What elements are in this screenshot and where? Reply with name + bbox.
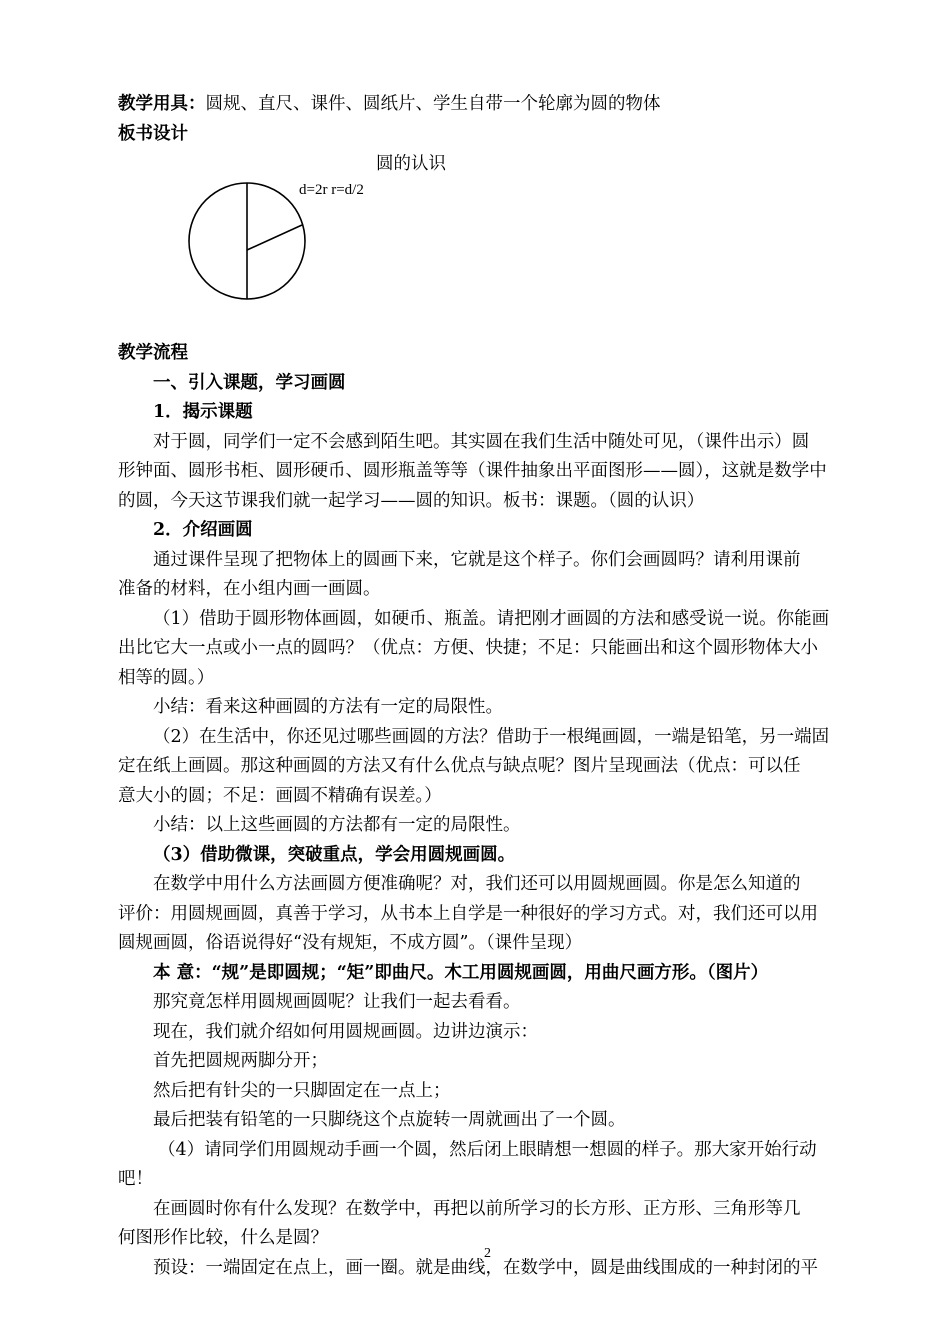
paragraph-line: （1）借助于圆形物体画圆，如硬币、瓶盖。请把刚才画圆的方法和感受说一说。你能画 <box>153 608 830 629</box>
board-design-heading: 板书设计 <box>118 123 188 144</box>
step-line-2: 然后把有针尖的一只脚固定在一点上； <box>153 1080 451 1101</box>
paragraph-line: 准备的材料，在小组内画一画圆。 <box>118 579 381 599</box>
paragraph-4 <box>118 723 864 812</box>
board-title: 圆的认识 <box>376 154 446 174</box>
paragraph-line: 形钟面、圆形书柜、圆形硬币、圆形瓶盖等等（课件抽象出平面图形——圆），这就是数学中 <box>118 461 827 481</box>
paragraph-line: 出比它大一点或小一点的圆吗？（优点：方便、快捷；不足：只能画出和这个圆形物体大小 <box>118 638 818 658</box>
paragraph-1 <box>118 428 864 517</box>
paragraph-2 <box>118 546 864 605</box>
paragraph-line: 吧！ <box>118 1169 153 1189</box>
paragraph-8 <box>118 1254 864 1284</box>
paragraph-line: 定在纸上画圆。那这种画圆的方法又有什么优点与缺点呢？图片呈现画法（优点：可以任 <box>118 756 801 776</box>
summary-2: 小结：以上这些画圆的方法都有一定的局限性。 <box>153 815 521 835</box>
step-line-3: 最后把装有铅笔的一只脚绕这个点旋转一周就画出了一个圆。 <box>153 1110 626 1130</box>
flow-heading: 教学流程 <box>118 343 188 363</box>
question-2: 现在，我们就介绍如何用圆规画圆。边讲边演示： <box>153 1021 538 1042</box>
paragraph-line: 相等的圆。） <box>118 667 215 688</box>
paragraph-line: 评价：用圆规画圆，真善于学习，从书本上自学是一种很好的学习方式。对，我们还可以用 <box>118 903 818 924</box>
step-2-heading: 2．介绍画圆 <box>153 520 253 540</box>
section-1-heading: 一、引入课题，学习画圆 <box>153 372 346 393</box>
paragraph-6 <box>118 1136 864 1195</box>
tools-text: 圆规、直尺、课件、圆纸片、学生自带一个轮廓为圆的物体 <box>205 94 661 114</box>
paragraph-line: 在画圆时你有什么发现？在数学中，再把以前所学习的长方形、正方形、三角形等几 <box>153 1198 801 1219</box>
step-1-heading: 1．揭示课题 <box>153 402 253 422</box>
step-line-1: 首先把圆规两脚分开； <box>153 1051 328 1071</box>
radius-line <box>247 225 302 250</box>
paragraph-line: 意大小的圆；不足：画圆不精确有误差。） <box>118 785 442 806</box>
tools-line <box>118 90 864 120</box>
paragraph-line: 在数学中用什么方法画圆方便准确呢？对，我们还可以用圆规画圆。你是怎么知道的 <box>153 874 801 894</box>
page-number: 2 <box>484 1246 491 1261</box>
circle-diagram <box>186 180 310 304</box>
tools-label: 教学用具： <box>118 94 206 114</box>
paragraph-line: 圆规画圆，俗语说得好“没有规矩，不成方圆”。（课件呈现） <box>118 933 583 953</box>
paragraph-line: （4）请同学们用圆规动手画一个圆，然后闭上眼睛想一想圆的样子。那大家开始行动 <box>158 1139 817 1160</box>
paragraph-line: 预设：一端固定在点上，画一圈。就是曲线，在数学中，圆是曲线围成的一种封闭的平 <box>153 1257 818 1278</box>
paragraph-line: （2）在生活中，你还见过哪些画圆的方法？借助于一根绳画圆，一端是铅笔，另一端固 <box>153 726 830 747</box>
step-3-heading: （3）借助微课，突破重点，学会用圆规画圆。 <box>153 844 516 865</box>
paragraph-line: 对于圆，同学们一定不会感到陌生吧。其实圆在我们生活中随处可见，（课件出示）圆 <box>153 431 810 452</box>
paragraph-7 <box>118 1195 864 1254</box>
paragraph-line: 通过课件呈现了把物体上的圆画下来，它就是这个样子。你们会画圆吗？请利用课前 <box>153 549 801 570</box>
question-1: 那究竟怎样用圆规画圆呢？让我们一起去看看。 <box>153 992 521 1012</box>
original-meaning: 本 意：“规”是即圆规；“矩”即曲尺。木工用圆规画圆，用曲尺画方形。（图片） <box>153 962 769 983</box>
paragraph-3 <box>118 605 864 694</box>
paragraph-5 <box>118 870 864 959</box>
board-formula: d=2r r=d/2 <box>299 182 364 198</box>
paragraph-line: 何图形作比较，什么是圆？ <box>118 1228 328 1248</box>
summary-1: 小结：看来这种画圆的方法有一定的局限性。 <box>153 697 503 717</box>
paragraph-line: 的圆，今天这节课我们就一起学习——圆的知识。板书：课题。（圆的认识） <box>118 490 705 511</box>
